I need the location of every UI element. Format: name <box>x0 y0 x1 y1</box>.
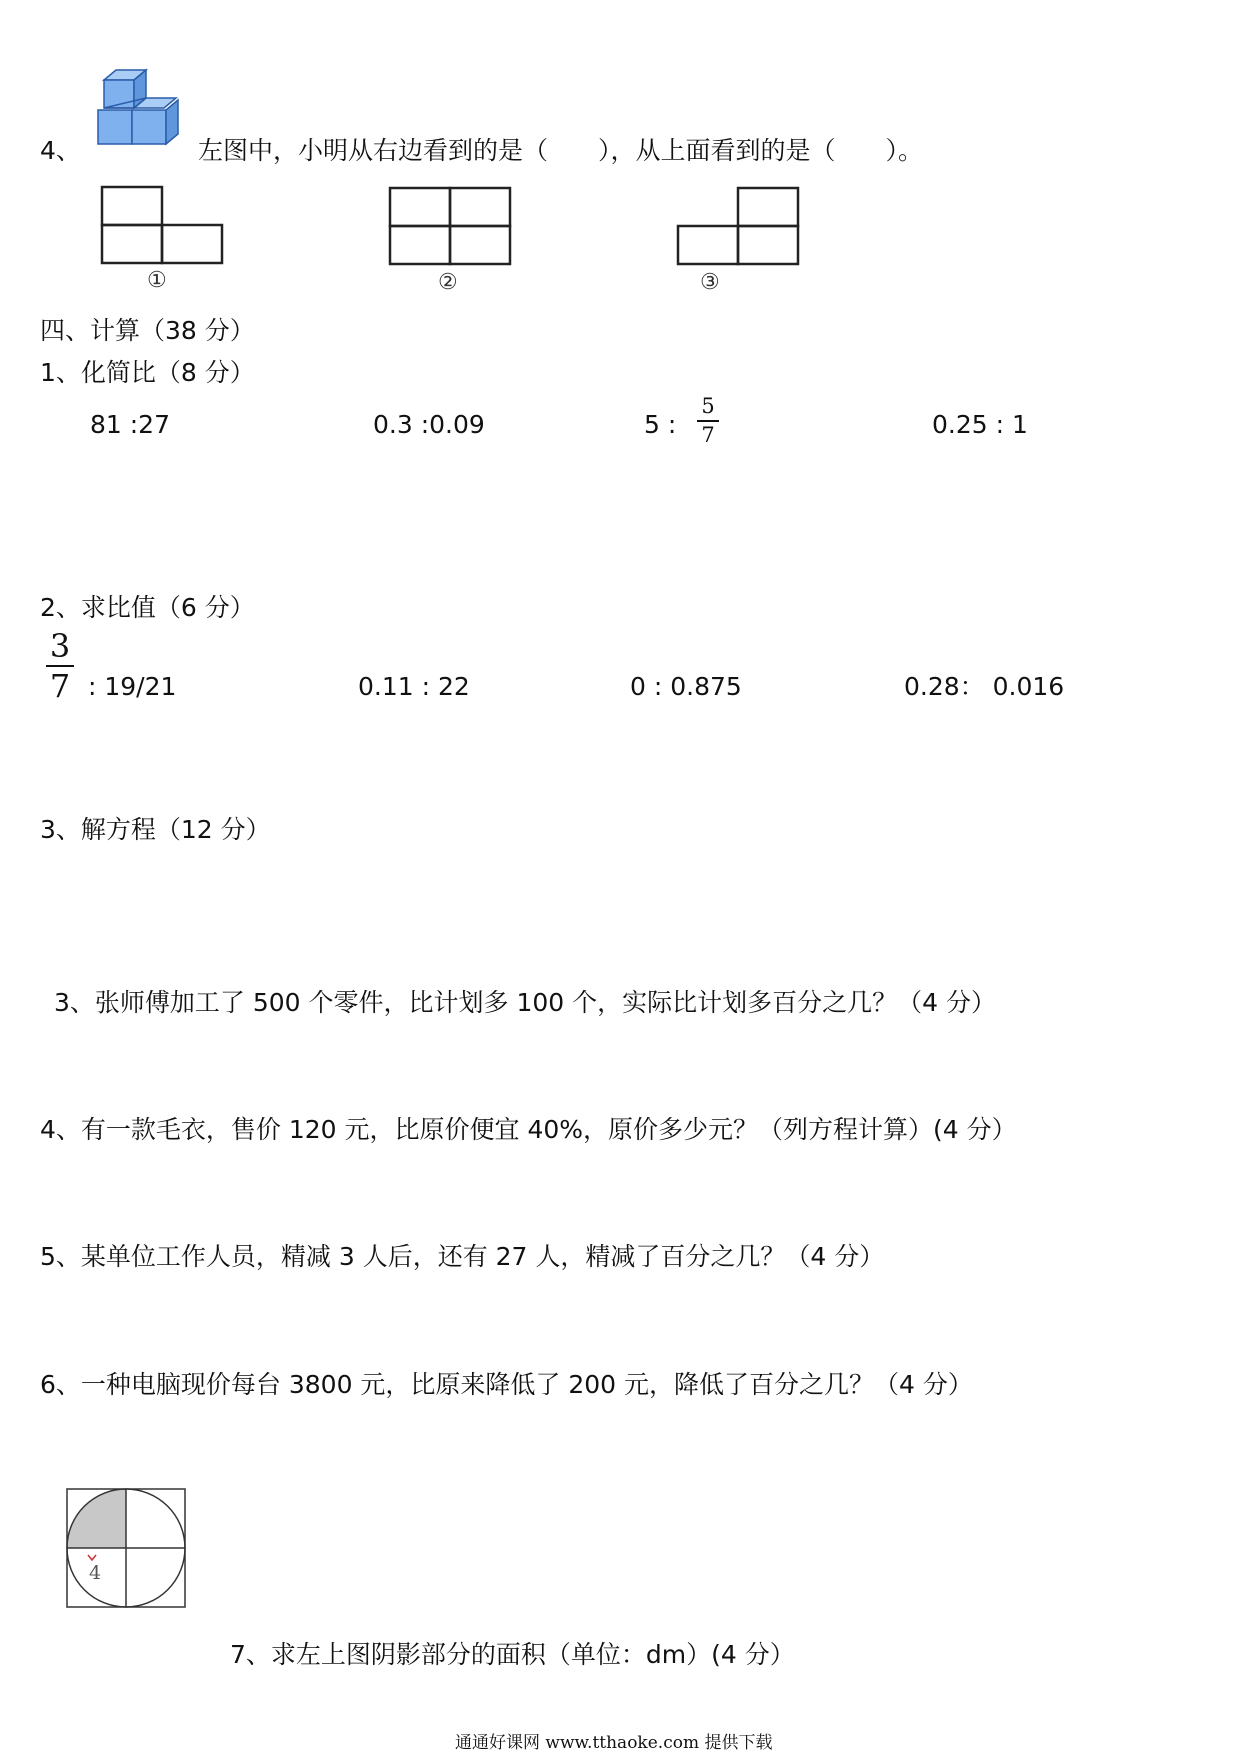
q4-question: 左图中，小明从右边看到的是（ ），从上面看到的是（ ）。 <box>198 136 924 165</box>
equation-title: 3、解方程（12 分） <box>40 815 271 844</box>
circle-dimension-label: 4 <box>89 1562 102 1584</box>
footer: 通通好课网 www.tthaoke.com 提供下载 <box>455 1733 773 1753</box>
ratio-fraction-numerator: 3 <box>49 627 71 665</box>
ratio-fraction <box>46 627 74 705</box>
simplify-title: 1、化简比（8 分） <box>40 358 255 387</box>
problem-4: 4、有一款毛衣，售价 120 元，比原价便宜 40%，原价多少元？（列方程计算）(4 分） <box>40 1115 1017 1144</box>
simplify-item-4: 0.25 : 1 <box>932 410 1028 439</box>
ratio-item-3: 0 : 0.875 <box>630 672 742 701</box>
simplify-fraction-denominator: 7 <box>701 423 715 447</box>
option-2-label: ② <box>438 270 458 295</box>
option-3-figure <box>676 186 801 266</box>
option-1-figure <box>100 185 225 265</box>
option-3-label: ③ <box>700 270 720 295</box>
q4-number: 4、 <box>40 136 81 165</box>
ratio-fraction-denominator: 7 <box>49 667 71 705</box>
problem-6: 6、一种电脑现价每台 3800 元，比原来降低了 200 元，降低了百分之几？（4 分） <box>40 1370 973 1399</box>
problem-5: 5、某单位工作人员，精减 3 人后，还有 27 人，精减了百分之几？（4 分） <box>40 1242 885 1271</box>
ratio-item-2: 0.11 : 22 <box>358 672 470 701</box>
ratio-item-1: : 19/21 <box>88 672 177 701</box>
circle-shaded-figure <box>64 1486 189 1611</box>
option-1-label: ① <box>147 268 167 293</box>
simplify-item-3: 5 : <box>644 410 677 439</box>
option-2-figure <box>388 186 513 266</box>
fraction-bar <box>697 420 719 422</box>
simplify-item-1: 81 :27 <box>90 410 170 439</box>
simplify-item-2: 0.3 :0.09 <box>373 410 485 439</box>
problem-3: 3、张师傅加工了 500 个零件，比计划多 100 个，实际比计划多百分之几？（4 分） <box>54 988 996 1017</box>
ratio-item-4: 0.28： 0.016 <box>904 672 1065 701</box>
ratio-value-title: 2、求比值（6 分） <box>40 593 255 622</box>
simplify-fraction <box>697 396 719 446</box>
simplify-fraction-numerator: 5 <box>701 394 715 418</box>
question-7: 7、求左上图阴影部分的面积（单位：dm）(4 分） <box>230 1640 795 1669</box>
cube-stack-figure <box>90 68 186 150</box>
section-title: 四、计算（38 分） <box>40 316 255 345</box>
